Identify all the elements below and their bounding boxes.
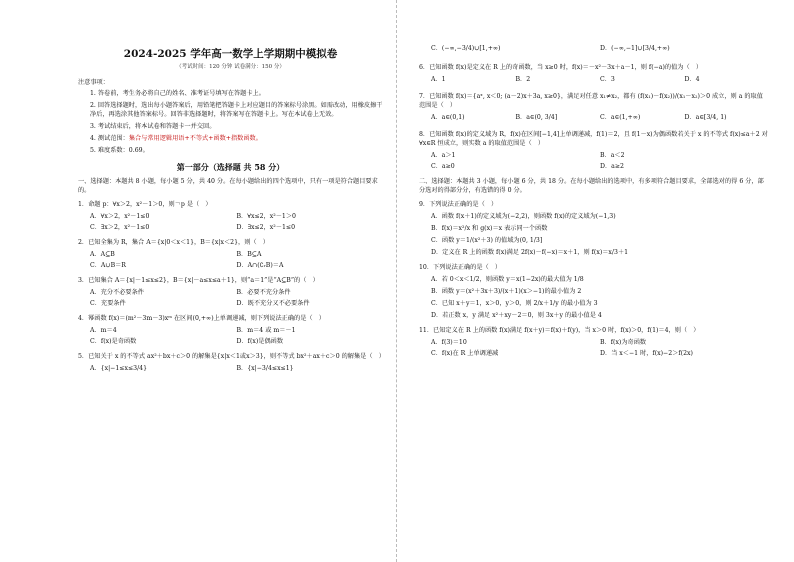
option: A．a＞1 (431, 152, 456, 159)
part-title: 第一部分（选择题 共 58 分） (176, 162, 285, 172)
option: B．2 (515, 76, 531, 83)
option: A．1 (431, 76, 446, 83)
option: D．(−∞,−1]∪[3/4,+∞) (600, 45, 670, 52)
question-options (431, 212, 769, 257)
option: A．{x|−1≤x≤3/4} (90, 365, 148, 372)
question-options (431, 44, 769, 53)
option: D．若正数 x，y 满足 x²＋xy－2＝0，则 3x＋y 的最小值是 4 (431, 312, 602, 319)
range-value: 集合与常用逻辑用语+不等式+函数+指数函数。 (128, 135, 262, 142)
option: A．若 0＜x＜1/2，则函数 y＝x(1−2x)的最大值为 1/8 (431, 276, 584, 283)
option: D．a∈[3/4, 1) (684, 114, 727, 121)
question-options (431, 275, 769, 320)
option: C．f(x)是奇函数 (90, 338, 137, 345)
option: A．f(3)＝10 (431, 339, 467, 346)
option: B．f(x)＝x²/x 和 g(x)＝x 表示同一个函数 (431, 225, 548, 232)
question-options (90, 212, 383, 232)
option: B．B⊆A (236, 251, 262, 258)
question-options (431, 338, 769, 358)
exam-title: 2024-2025 学年高一数学上学期期中模拟卷 (123, 48, 338, 60)
option: D．既不充分又不必要条件 (236, 300, 310, 307)
option: C．a∈(1,+∞) (600, 114, 641, 121)
option: A．m＝4 (90, 327, 117, 334)
option: D．定义在 R 上的函数 f(x)满足 2f(x)－f(−x)＝x＋1，则 f(x)＝x/3＋1 (431, 249, 629, 256)
question-options (431, 113, 769, 122)
section-instruction: 一、选择题：本题共 8 小题，每小题 5 分，共 40 分。在每小题给出的四个选项中，只有一项是符合题目要求的。 (78, 178, 378, 194)
option: B．∀x≤2，x²－1＞0 (236, 213, 296, 220)
question-stem: 6．已知函数 f(x)是定义在 R 上的奇函数，当 x≥0 时，f(x)＝－x²－3x＋a－1，则 f(−a)的值为（ ） (419, 64, 703, 71)
option: C．3 (600, 76, 615, 83)
option: B．函数 y＝(x²＋3x＋3)/(x＋1)(x＞−1)的最小值为 2 (431, 288, 582, 295)
option: C．A∪B＝R (90, 262, 126, 269)
notice-item: 2. 回答选择题时，选出每小题答案后，用铅笔把答题卡上对应题目的答案标号涂黑。如需改动，用橡皮擦干净后，再选涂其他答案标号。回答非选择题时，将答案写在答题卡上。写在本试卷上无效。 (90, 102, 383, 118)
option: C．a≥0 (431, 163, 455, 170)
option: A．∀x＞2，x²－1≤0 (90, 213, 150, 220)
option: B．m＝4 或 m＝－1 (236, 327, 296, 334)
question-options (90, 326, 383, 346)
option: C．(−∞,−3/4)∪[1,+∞) (431, 45, 501, 52)
question-stem: 2．已知全集为 R，集合 A＝{x|0＜x＜1}，B＝{x|x＜2}，则（ ） (78, 239, 269, 246)
question-stem: 7．已知函数 f(x)＝{aˣ, x＜0; (a－2)x＋3a, x≥0}，满足对任意 x₁≠x₂，都有 (f(x₁)－f(x₂))/(x₁－x₂)＞0 成立，则 a 的取值范围是（ ） (419, 93, 763, 109)
notice-item: 3. 考试结束后，将本试卷和答题卡一并交回。 (90, 123, 216, 130)
notice-heading: 注意事项： (78, 79, 109, 86)
option: A．充分不必要条件 (90, 289, 144, 296)
section-instruction: 二、选择题：本题共 3 小题，每小题 6 分，共 18 分。在每小题给出的选项中，有多项符合题目要求，全部选对的得 6 分，部分选对的得部分分，有选错的得 0 分。 (419, 178, 764, 194)
question-options (90, 250, 383, 270)
question-stem: 10．下列说法正确的是（ ） (419, 264, 502, 271)
right-page (397, 0, 794, 562)
option: A．A⊆B (90, 251, 115, 258)
question-stem: 3．已知集合 A＝{x|－1≤x≤2}，B＝{x|－a≤x≤a＋1}，则“a＝1”是“A⊆B”的（ ） (78, 277, 319, 284)
option: B．{x|−3/4≤x≤1} (236, 365, 294, 372)
question-options (90, 288, 383, 308)
question-options (90, 364, 383, 373)
option: A．函数 f(x＋1)的定义域为(−2,2)，则函数 f(x)的定义域为(−1,3) (431, 213, 616, 220)
option: D．f(x)是偶函数 (236, 338, 284, 345)
option: C．函数 y＝1/(x²＋3) 的值域为(0, 1/3] (431, 237, 543, 244)
option: C．已知 x＋y＝1，x＞0，y＞0，则 2/x＋1/y 的最小值为 3 (431, 300, 598, 307)
question-options (431, 151, 769, 171)
notice-item: 5. 难度系数：0.69。 (90, 147, 149, 154)
question-stem: 4．幂函数 f(x)＝(m²－3m－3)xᵐ 在区间(0,+∞)上单调递减，则下列说法正确的是（ ） (78, 315, 325, 322)
right-column (419, 40, 769, 364)
range-label: 4. 测试范围： (90, 135, 129, 142)
question-stem: 1．命题 p：∀x＞2，x²－1＞0，则￢p 是（ ） (78, 201, 212, 208)
option: A．a∈(0,1) (431, 114, 465, 121)
question-stem: 5．已知关于 x 的不等式 ax²＋bx＋c＞0 的解集是{x|x＜1或x＞3}，则不等式 bx²＋ax＋c＞0 的解集是（ ） (78, 353, 385, 360)
option: C．∃x＞2，x²－1≤0 (90, 224, 150, 231)
question-stem: 11．已知定义在 R 上的函数 f(x)满足 f(x＋y)＝f(x)＋f(y)，当 x＞0 时，f(x)＞0，f(1)＝4，则（ ） (419, 327, 700, 334)
option: B．a∈(0, 3/4] (515, 114, 558, 121)
question-options (431, 75, 769, 84)
notice-item: 1. 答卷前，考生务必将自己的姓名、准考证号填写在答题卡上。 (90, 90, 265, 97)
option: D．a≥2 (600, 163, 624, 170)
exam-info: （考试时间：120 分钟 试卷满分：150 分） (176, 64, 285, 70)
question-stem: 8．已知函数 f(x)的定义域为 R，f(x)在区间[−1,4]上单调递减，f(1)＝2，且 f(1－x)为偶函数若关于 x 的不等式 f(x)≤a＋2 对∀x∈R 恒成立，则实数 a 的取值范围是（ ） (419, 131, 768, 147)
question-stem: 9．下列说法正确的是（ ） (419, 201, 498, 208)
option: D．当 x＜−1 时，f(x)−2＞f(2x) (600, 350, 693, 357)
option: C．充要条件 (90, 300, 126, 307)
left-column (78, 40, 383, 379)
option: B．f(x)为奇函数 (600, 339, 647, 346)
option: D．4 (684, 76, 700, 83)
option: B．必要不充分条件 (236, 289, 291, 296)
option: B．a＜2 (600, 152, 625, 159)
option: D．A∩(∁ᵣB)＝A (236, 262, 284, 269)
option: C．f(x)在 R 上单调递减 (431, 350, 499, 357)
notice-item-range (90, 134, 383, 143)
option: D．∃x≤2，x²－1≤0 (236, 224, 296, 231)
